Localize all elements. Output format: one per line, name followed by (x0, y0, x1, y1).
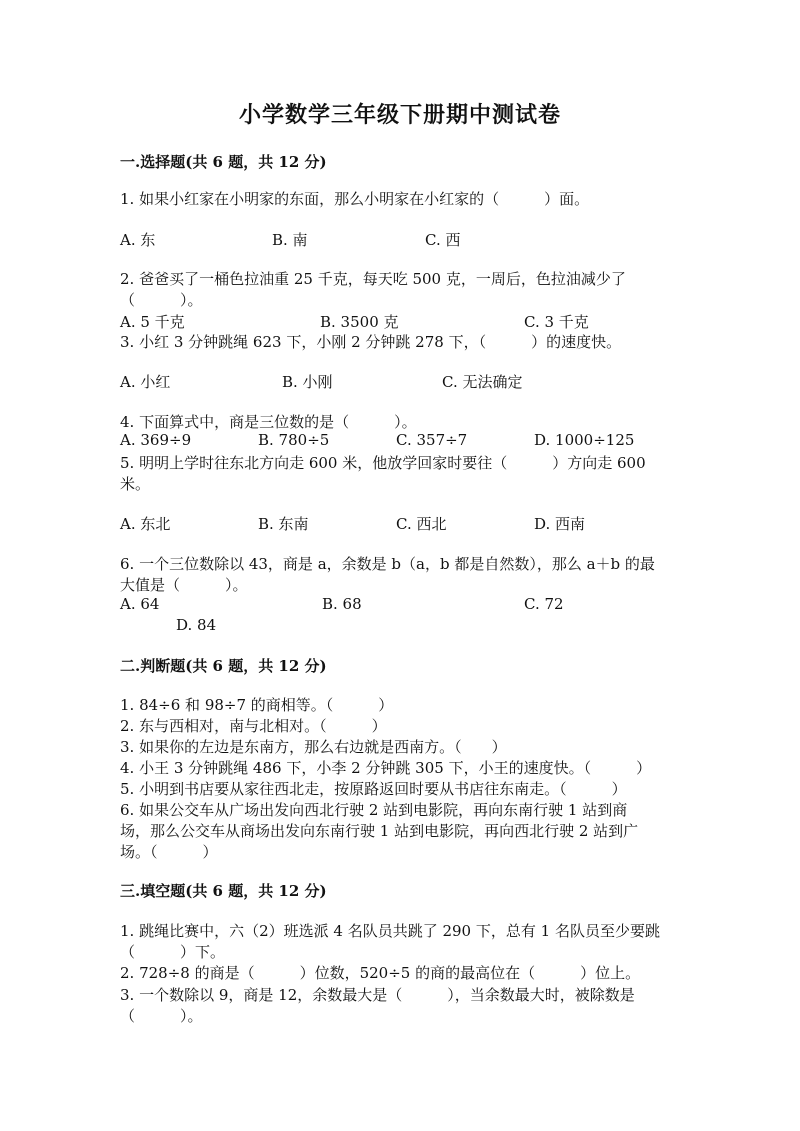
s2-item-6-line1: 6. 如果公交车从广场出发向西北行驶 2 站到电影院，再向东南行驶 1 站到商 (120, 801, 628, 819)
s2-item-3: 3. 如果你的左边是东南方，那么右边就是西南方。（ ） (120, 738, 507, 756)
s1-q2-option-b: B. 3500 克 (320, 313, 399, 331)
s2-item-2: 2. 东与西相对，南与北相对。（ ） (120, 717, 387, 735)
s1-q4-option-c: C. 357÷7 (396, 431, 468, 449)
s2-item-1: 1. 84÷6 和 98÷7 的商相等。（ ） (120, 696, 394, 714)
s3-item-2: 2. 728÷8 的商是（ ）位数，520÷5 的商的最高位在（ ）位上。 (120, 964, 641, 982)
s1-q1-option-a: A. 东 (120, 231, 156, 249)
s1-q5-option-b: B. 东南 (258, 515, 309, 533)
page-title: 小学数学三年级下册期中测试卷 (238, 102, 561, 128)
s1-q5-option-c: C. 西北 (396, 515, 447, 533)
s1-q2-line2: （ ）。 (120, 291, 203, 309)
s1-q4-text: 4. 下面算式中，商是三位数的是（ ）。 (120, 413, 417, 431)
s1-q1-option-c: C. 西 (425, 231, 461, 249)
s1-q1-option-b: B. 南 (272, 231, 308, 249)
s1-q6-option-d: D. 84 (176, 616, 217, 634)
s2-item-5: 5. 小明到书店要从家往西北走，按原路返回时要从书店往东南走。（ ） (120, 780, 627, 798)
s1-q5-line2: 米。 (120, 475, 151, 493)
s1-q5-option-a: A. 东北 (120, 515, 171, 533)
s1-q3-option-c: C. 无法确定 (442, 373, 523, 391)
s1-q3-option-b: B. 小刚 (282, 373, 333, 391)
s3-item-3-line2: （ ）。 (120, 1007, 203, 1025)
s1-q1-text: 1. 如果小红家在小明家的东面，那么小明家在小红家的（ ）面。 (120, 190, 590, 208)
s1-q4-option-a: A. 369÷9 (120, 431, 192, 449)
s2-item-6-line2: 场，那么公交车从商场出发向东南行驶 1 站到电影院，再向西北行驶 2 站到广 (120, 822, 639, 840)
s1-q4-option-b: B. 780÷5 (258, 431, 330, 449)
s3-item-1-line1: 1. 跳绳比赛中，六（2）班选派 4 名队员共跳了 290 下，总有 1 名队员至少要跳 (120, 922, 660, 940)
s1-q6-option-c: C. 72 (524, 595, 564, 613)
s1-q2-line1: 2. 爸爸买了一桶色拉油重 25 千克，每天吃 500 克，一周后，色拉油减少了 (120, 270, 626, 288)
s1-q6-line2: 大值是（ ）。 (120, 576, 248, 594)
s3-item-1-line2: （ ）下。 (120, 943, 226, 961)
s2-item-4: 4. 小王 3 分钟跳绳 486 下，小李 2 分钟跳 305 下，小王的速度快。（ ） (120, 759, 652, 777)
s1-q5-line1: 5. 明明上学时往东北方向走 600 米，他放学回家时要往（ ）方向走 600 (120, 454, 646, 472)
s1-q6-line1: 6. 一个三位数除以 43，商是 a，余数是 b（a，b 都是自然数），那么 a＋b 的最 (120, 555, 655, 573)
s1-q6-option-b: B. 68 (322, 595, 362, 613)
section1-heading: 一.选择题(共 6 题，共 12 分) (120, 153, 327, 171)
s2-item-6-line3: 场。（ ） (120, 843, 218, 861)
section3-heading: 三.填空题(共 6 题，共 12 分) (120, 882, 327, 900)
s1-q4-option-d: D. 1000÷125 (534, 431, 635, 449)
s1-q2-option-c: C. 3 千克 (524, 313, 589, 331)
section2-heading: 二.判断题(共 6 题，共 12 分) (120, 657, 327, 675)
s1-q2-option-a: A. 5 千克 (120, 313, 185, 331)
s1-q5-option-d: D. 西南 (534, 515, 586, 533)
s1-q6-option-a: A. 64 (120, 595, 160, 613)
s1-q3-text: 3. 小红 3 分钟跳绳 623 下，小刚 2 分钟跳 278 下，（ ）的速度快。 (120, 333, 622, 351)
s1-q3-option-a: A. 小红 (120, 373, 171, 391)
s3-item-3-line1: 3. 一个数除以 9，商是 12，余数最大是（ ），当余数最大时，被除数是 (120, 986, 635, 1004)
